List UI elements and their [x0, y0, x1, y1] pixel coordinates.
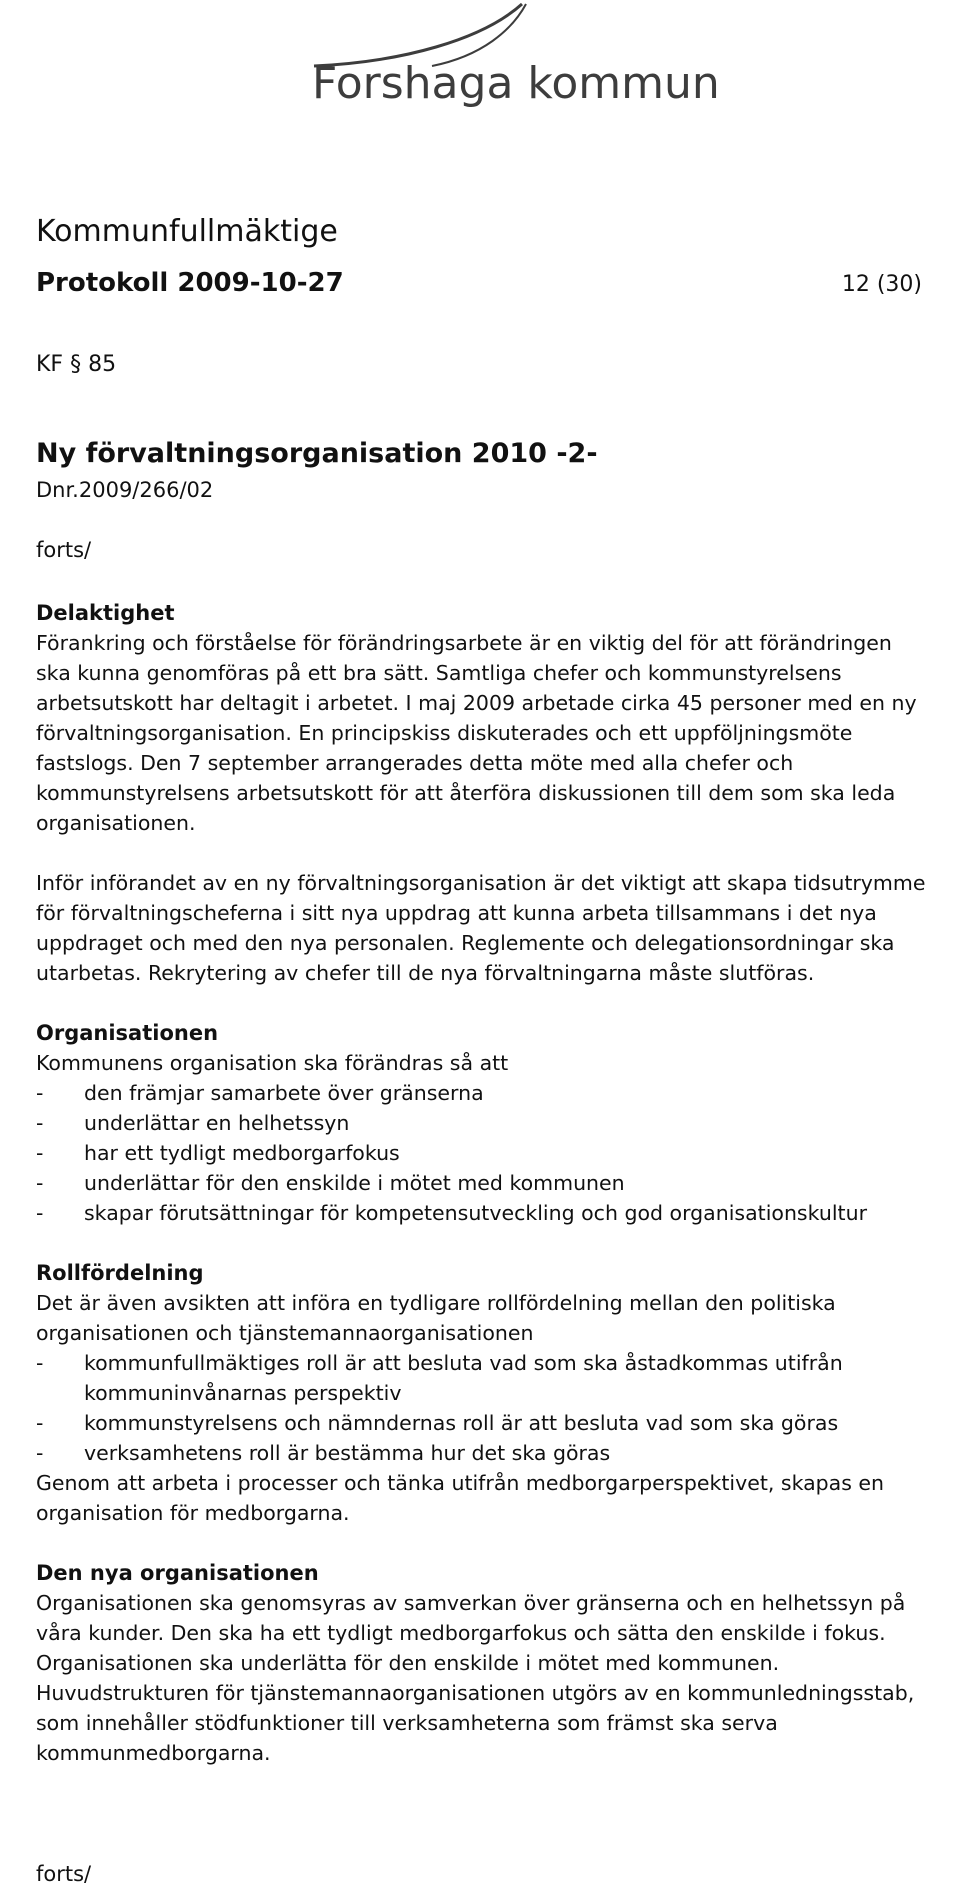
list-item-text: underlättar en helhetssyn [84, 1111, 350, 1135]
case-dnr: Dnr.2009/266/02 [36, 478, 214, 502]
logo-text: Forshaga kommun [312, 58, 720, 109]
list-item [36, 1108, 930, 1138]
list-dash: - [36, 1351, 44, 1375]
paragraph-nya-organisationen: Organisationen ska genomsyras av samverkan över gränserna och en helhetssyn på våra kunder. Den ska ha ett tydligt medborgarfokus och sätta den enskilde i fokus. Organisationen ska underlätta för den enskilde i mötet med kommunen. Huvudstrukturen för tjänstemannaorganisationen utgörs av en kommunledningsstab, som innehåller stödfunktioner till verksamheterna som främst ska serva kommunmedborgarna. [36, 1591, 915, 1765]
heading-delaktighet: Delaktighet [36, 601, 175, 625]
list-dash: - [36, 1141, 44, 1165]
list-dash: - [36, 1201, 44, 1225]
paragraph-delaktighet-2: Inför införandet av en ny förvaltningsorganisation är det viktigt att skapa tidsutrymme för förvaltningscheferna i sitt nya uppdrag att kunna arbeta tillsammans i det nya uppdraget och med den nya personalen. Reglemente och delegationsordningar ska utarbetas. Rekrytering av chefer till de nya förvaltningarna måste slutföras. [36, 871, 926, 985]
list-item-text: kommunstyrelsens och nämndernas roll är att besluta vad som ska göras [84, 1411, 839, 1435]
list-item-text: har ett tydligt medborgarfokus [84, 1141, 400, 1165]
list-item [36, 1168, 930, 1198]
list-item [36, 1138, 930, 1168]
case-title: Ny förvaltningsorganisation 2010 -2- [36, 438, 598, 469]
document-body [36, 598, 930, 1768]
list-dash: - [36, 1081, 44, 1105]
list-item [36, 1408, 930, 1438]
list-item-text: verksamhetens roll är bestämma hur det ska göras [84, 1441, 611, 1465]
paragraph-rollfordelning-intro: Det är även avsikten att införa en tydligare rollfördelning mellan den politiska organisationen och tjänstemannaorganisationen [36, 1291, 836, 1345]
list-item [36, 1078, 930, 1108]
list-item-text: underlättar för den enskilde i mötet med kommunen [84, 1171, 625, 1195]
paragraph-delaktighet-1: Förankring och förståelse för förändringsarbete är en viktig del för att förändringen ska kunna genomföras på ett bra sätt. Samtliga chefer och kommunstyrelsens arbetsutskott har deltagit i arbetet. I maj 2009 arbetade cirka 45 personer med en ny förvaltningsorganisation. En principskiss diskuterades och ett uppföljningsmöte fastslogs. Den 7 september arrangerades detta möte med alla chefer och kommunstyrelsens arbetsutskott för att återföra diskussionen till dem som ska leda organisationen. [36, 631, 917, 835]
list-item [36, 1198, 930, 1228]
page-number: 12 (30) [841, 272, 922, 297]
list-item-text: kommunfullmäktiges roll är att besluta vad som ska åstadkommas utifrån kommuninvånarnas perspektiv [84, 1351, 843, 1405]
list-dash: - [36, 1411, 44, 1435]
municipality-logo [312, 0, 720, 120]
list-dash: - [36, 1171, 44, 1195]
list-rollfordelning [36, 1348, 930, 1468]
paragraph-rollfordelning-outro: Genom att arbeta i processer och tänka utifrån medborgarperspektivet, skapas en organisation för medborgarna. [36, 1471, 885, 1525]
list-item [36, 1438, 930, 1468]
heading-rollfordelning: Rollfördelning [36, 1261, 204, 1285]
list-item [36, 1348, 930, 1408]
list-dash: - [36, 1111, 44, 1135]
heading-organisationen: Organisationen [36, 1021, 219, 1045]
protocol-row [36, 268, 922, 298]
paragraph-organisationen-intro: Kommunens organisation ska förändras så att [36, 1051, 509, 1075]
forts-bottom: forts/ [36, 1862, 92, 1886]
list-item-text: den främjar samarbete över gränserna [84, 1081, 484, 1105]
protocol-date: Protokoll 2009-10-27 [36, 268, 344, 298]
list-item-text: skapar förutsättningar för kompetensutveckling och god organisationskultur [84, 1201, 868, 1225]
list-organisationen [36, 1078, 930, 1228]
document-title: Kommunfullmäktige [36, 214, 338, 249]
forts-top: forts/ [36, 538, 92, 562]
heading-nya-organisationen: Den nya organisationen [36, 1561, 319, 1585]
paragraph-number: KF § 85 [36, 352, 117, 377]
list-dash: - [36, 1441, 44, 1465]
